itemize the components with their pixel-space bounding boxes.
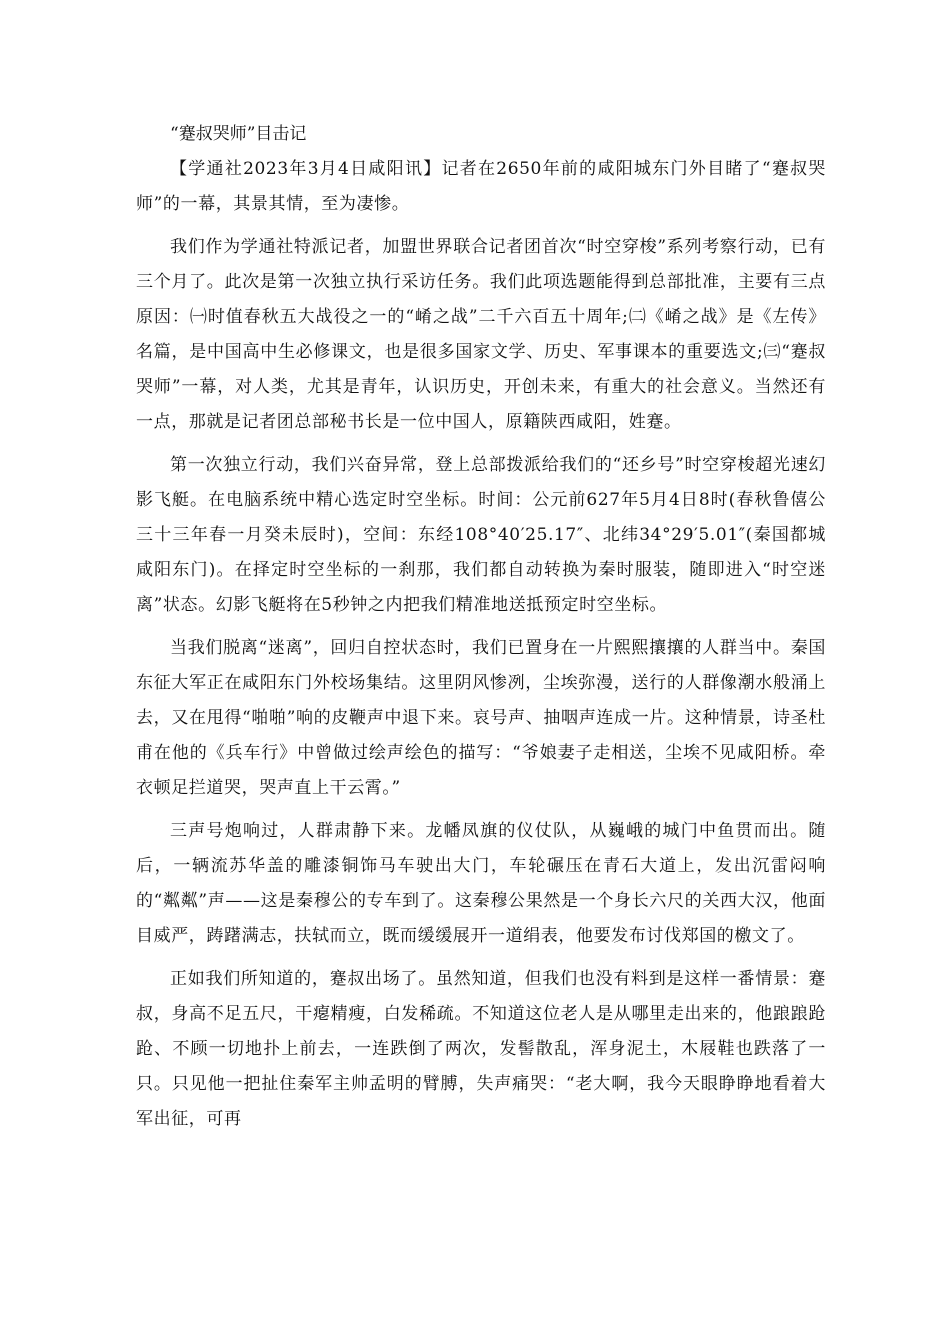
article-body bbox=[136, 116, 826, 1137]
paragraph-duke: 三声号炮响过，人群肃静下来。龙幡凤旗的仪仗队，从巍峨的城门中鱼贯而出。随后，一辆流苏华盖的雕漆铜饰马车驶出大门，车轮碾压在青石大道上，发出沉雷闷响的“粼粼”声——这是秦穆公的专车到了。这秦穆公果然是一个身长六尺的关西大汉，他面目威严，踌躇满志，扶轼而立，既而缓缓展开一道绢表，他要发布讨伐郑国的檄文了。 bbox=[136, 821, 826, 946]
paragraph-dateline: 【学通社2023年3月4日咸阳讯】记者在2650年前的咸阳城东门外目睹了“蹇叔哭师”的一幕，其景其情，至为凄惨。 bbox=[136, 159, 826, 214]
paragraph-jianshu: 正如我们所知道的，蹇叔出场了。虽然知道，但我们也没有料到是这样一番情景：蹇叔，身高不足五尺，干瘪精瘦，白发稀疏。不知道这位老人是从哪里走出来的，他踉踉跄跄、不顾一切地扑上前去，一连跌倒了两次，发髻散乱，浑身泥土，木屐鞋也跌落了一只。只见他一把扯住秦军主帅孟明的臂膊，失声痛哭：“老大啊，我今天眼睁睁地看着大军出征，可再 bbox=[136, 969, 826, 1129]
paragraph-crowd: 当我们脱离“迷离”，回归自控状态时，我们已置身在一片熙熙攘攘的人群当中。秦国东征大军正在咸阳东门外校场集结。这里阴风惨冽，尘埃弥漫，送行的人群像潮水般涌上去，又在甩得“啪啪”响的皮鞭声中退下来。哀号声、抽咽声连成一片。这种情景，诗圣杜甫在他的《兵车行》中曾做过绘声绘色的描写：“爷娘妻子走相送，尘埃不见咸阳桥。牵衣顿足拦道哭，哭声直上干云霄。” bbox=[136, 638, 826, 798]
article-title: “蹇叔哭师”目击记 bbox=[170, 124, 307, 144]
paragraph-background: 我们作为学通社特派记者，加盟世界联合记者团首次“时空穿梭”系列考察行动，已有三个月了。此次是第一次独立执行采访任务。我们此项选题能得到总部批准，主要有三点原因：㈠时值春秋五大战役之一的“崤之战”二千六百五十周年;㈡《崤之战》是《左传》名篇，是中国高中生必修课文，也是很多国家文学、历史、军事课本的重要选文;㈢“蹇叔哭师”一幕，对人类，尤其是青年，认识历史，开创未来，有重大的社会意义。当然还有一点，那就是记者团总部秘书长是一位中国人，原籍陕西咸阳，姓蹇。 bbox=[136, 237, 826, 432]
paragraph-journey: 第一次独立行动，我们兴奋异常，登上总部拨派给我们的“还乡号”时空穿梭超光速幻影飞艇。在电脑系统中精心选定时空坐标。时间：公元前627年5月4日8时(春秋鲁僖公三十三年春一月癸未辰时)，空间：东经108°40′25.17″、北纬34°29′5.01″(秦国都城咸阳东门)。在择定时空坐标的一刹那，我们都自动转换为秦时服装，随即进入“时空迷离”状态。幻影飞艇将在5秒钟之内把我们精准地送抵预定时空坐标。 bbox=[136, 455, 826, 615]
